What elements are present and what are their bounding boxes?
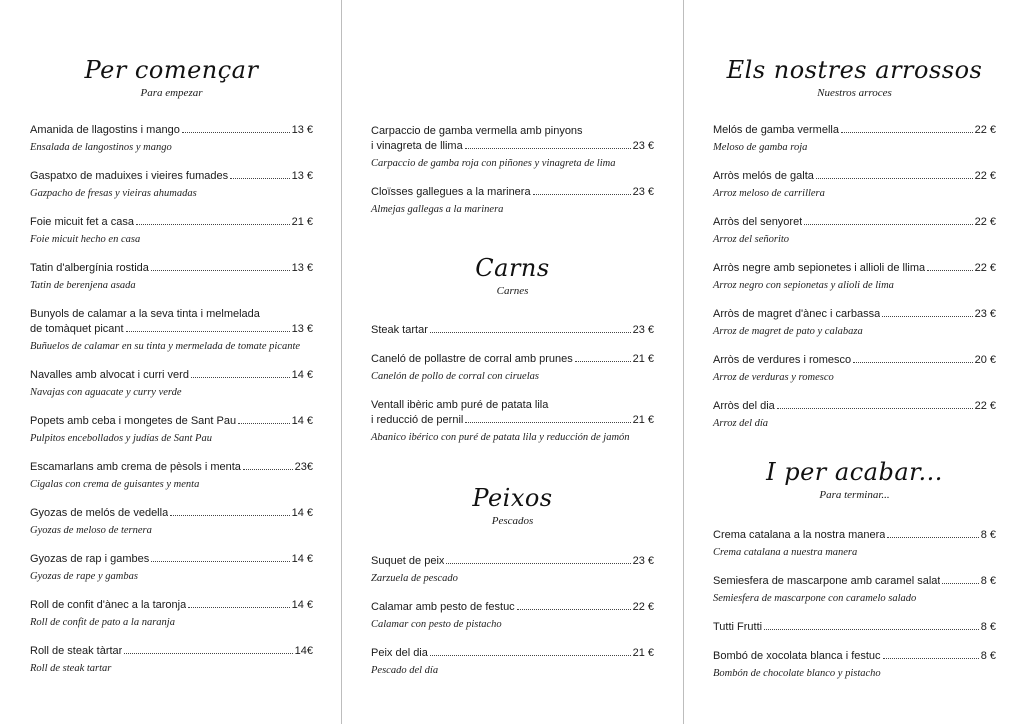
menu-item (713, 399, 996, 431)
dish-line (713, 399, 996, 414)
menu-item (371, 600, 654, 632)
dish-line (30, 215, 313, 230)
menu-item (713, 528, 996, 560)
dish-translation: Arroz meloso de carrillera (713, 188, 825, 199)
dish-price: 23 € (632, 140, 654, 152)
dish-name: Caneló de pollastre de corral amb prunes (371, 353, 573, 365)
section-subtitle: Nuestros arroces (817, 87, 892, 99)
dish-line (371, 646, 654, 661)
dish-line (713, 574, 996, 589)
dish-line (30, 460, 313, 475)
menu-item (30, 506, 313, 538)
dish-line (371, 554, 654, 569)
dish-translation: Meloso de gamba roja (713, 142, 808, 153)
section-subtitle: Pescados (491, 515, 534, 527)
dish-price: 8 € (980, 621, 996, 633)
dish-line (30, 261, 313, 276)
dish-translation: Buñuelos de calamar en su tinta y mermelada de tomate picante (30, 341, 301, 352)
dish-name: Roll de confit d'ànec a la taronja (30, 599, 187, 611)
dish-translation: Semiesfera de mascarpone con caramelo salado (713, 593, 917, 604)
section-header-per-comencar (30, 56, 313, 100)
dish-translation: Canelón de pollo de corral con ciruelas (371, 371, 539, 382)
dot-leader (853, 362, 972, 363)
dot-leader (575, 361, 631, 362)
dish-translation: Roll de confit de pato a la naranja (30, 617, 175, 628)
dish-line (713, 123, 996, 138)
dot-leader (170, 515, 289, 516)
dish-translation: Arroz negro con sepionetas y alioli de lima (713, 280, 894, 291)
dish-translation: Arroz de verduras y romesco (713, 372, 834, 383)
dish-line (713, 261, 996, 276)
menu-item (30, 215, 313, 247)
dish-translation: Gyozas de meloso de ternera (30, 525, 152, 536)
dot-leader (517, 609, 631, 610)
dish-translation: Pulpitos encebollados y judías de Sant Pau (30, 433, 212, 444)
dish-translation: Navajas con aguacate y curry verde (30, 387, 182, 398)
dot-leader (927, 270, 972, 271)
dish-price: 14 € (291, 369, 313, 381)
section-subtitle: Carnes (496, 285, 529, 297)
dish-name: Amanida de llagostins i mango (30, 124, 180, 136)
dish-price: 14 € (291, 553, 313, 565)
dish-price: 23 € (974, 308, 996, 320)
dish-translation: Ensalada de langostinos y mango (30, 142, 172, 153)
menu-list (371, 124, 654, 231)
menu-item (30, 307, 313, 354)
dot-leader (942, 583, 978, 584)
menu-item (713, 123, 996, 155)
menu-item (30, 644, 313, 676)
dish-price: 8 € (980, 529, 996, 541)
dish-translation: Arroz del señorito (713, 234, 790, 245)
dish-price: 8 € (980, 650, 996, 662)
dot-leader (151, 270, 290, 271)
dish-line (371, 600, 654, 615)
menu-item (30, 414, 313, 446)
section-title: Carns (475, 254, 550, 282)
dish-line (713, 649, 996, 664)
dish-name: Arròs del dia (713, 400, 775, 412)
section-title: I per acabar... (766, 458, 943, 486)
section-title: Els nostres arrossos (726, 56, 983, 84)
dish-price: 23 € (632, 324, 654, 336)
dish-translation: Zarzuela de pescado (371, 573, 458, 584)
dish-name: Arròs de magret d'ànec i carbassa (713, 308, 881, 320)
dish-name: Semiesfera de mascarpone amb caramel salat (713, 575, 941, 587)
dish-name: Arròs melós de galta (713, 170, 814, 182)
dish-translation: Bombón de chocolate blanco y pistacho (713, 668, 881, 679)
dot-leader (238, 423, 290, 424)
dish-name: Arròs de verdures i romesco (713, 354, 852, 366)
dish-name: Gyozas de rap i gambes (30, 553, 150, 565)
menu-item (713, 261, 996, 293)
dish-price: 22 € (974, 216, 996, 228)
dot-leader (883, 658, 979, 659)
menu-item (713, 649, 996, 681)
dish-name: Foie micuit fet a casa (30, 216, 134, 228)
dot-leader (430, 655, 631, 656)
dish-price: 13 € (291, 170, 313, 182)
menu-item (371, 554, 654, 586)
dish-name: Tutti Frutti (713, 621, 763, 633)
dot-leader (243, 469, 293, 470)
dish-line (30, 169, 313, 184)
dish-translation: Cigalas con crema de guisantes y menta (30, 479, 200, 490)
dot-leader (533, 194, 631, 195)
dish-translation: Arroz de magret de pato y calabaza (713, 326, 863, 337)
dish-price: 13 € (291, 262, 313, 274)
menu-item (713, 620, 996, 635)
dot-leader (182, 132, 290, 133)
dish-price: 22 € (974, 400, 996, 412)
menu-list (371, 554, 654, 692)
menu-list (713, 123, 996, 445)
section-header-peixos (371, 484, 654, 528)
menu-item (371, 185, 654, 217)
dish-line (30, 506, 313, 521)
dish-line (371, 185, 654, 200)
dot-leader (777, 408, 973, 409)
dish-name-line: Bunyols de calamar a la seva tinta i melmelada (30, 308, 260, 320)
menu-item (30, 552, 313, 584)
dish-line (713, 215, 996, 230)
dish-line (30, 123, 313, 138)
dot-leader (430, 332, 631, 333)
dish-line (30, 598, 313, 613)
column-divider (683, 0, 684, 724)
section-header-arrossos (713, 56, 996, 100)
dish-price: 23 € (632, 555, 654, 567)
dish-name: Melós de gamba vermella (713, 124, 839, 136)
dish-translation: Foie micuit hecho en casa (30, 234, 141, 245)
dish-line (30, 414, 313, 429)
dish-name: Bombó de xocolata blanca i festuc (713, 650, 881, 662)
dish-line (713, 620, 996, 635)
dish-price: 23€ (294, 461, 313, 473)
dish-translation: Calamar con pesto de pistacho (371, 619, 502, 630)
dot-leader (816, 178, 973, 179)
dot-leader (465, 148, 631, 149)
dish-translation: Abanico ibérico con puré de patata lila y reducción de jamón (371, 432, 630, 443)
menu-list (713, 528, 996, 695)
dish-name: Steak tartar (371, 324, 428, 336)
dish-line (713, 169, 996, 184)
dish-name: Arròs del senyoret (713, 216, 803, 228)
dish-translation: Tatin de berenjena asada (30, 280, 136, 291)
dish-translation: Almejas gallegas a la marinera (371, 204, 504, 215)
dish-price: 23 € (632, 186, 654, 198)
dish-line (371, 139, 654, 154)
dish-line (713, 353, 996, 368)
dish-price: 20 € (974, 354, 996, 366)
menu-item (30, 368, 313, 400)
column-divider (341, 0, 342, 724)
dot-leader (230, 178, 289, 179)
dish-name: Escamarlans amb crema de pèsols i menta (30, 461, 241, 473)
dish-name: Arròs negre amb sepionetes i allioli de llima (713, 262, 926, 274)
dish-translation: Roll de steak tartar (30, 663, 112, 674)
dish-price: 13 € (291, 323, 313, 335)
dish-name: Roll de steak tàrtar (30, 645, 123, 657)
menu-item (30, 460, 313, 492)
menu-item (30, 598, 313, 630)
menu-item (713, 307, 996, 339)
dot-leader (882, 316, 972, 317)
dish-line (713, 307, 996, 322)
menu-item (371, 323, 654, 338)
dot-leader (887, 537, 978, 538)
menu-item (30, 169, 313, 201)
section-title: Per començar (84, 56, 259, 84)
dot-leader (764, 629, 979, 630)
dish-name: Peix del dia (371, 647, 428, 659)
dish-name: Gyozas de melós de vedella (30, 507, 169, 519)
menu-item (713, 353, 996, 385)
dish-name-line: Ventall ibèric amb puré de patata lila (371, 399, 549, 411)
dish-price: 14 € (291, 599, 313, 611)
dish-price: 14€ (294, 645, 313, 657)
dish-name: Tatin d'albergínia rostida (30, 262, 149, 274)
menu-list (371, 323, 654, 459)
menu-item (371, 124, 654, 171)
dish-name: i vinagreta de llima (371, 140, 463, 152)
menu-item (30, 123, 313, 155)
dish-name: i reducció de pernil (371, 414, 464, 426)
dish-price: 14 € (291, 507, 313, 519)
dish-price: 22 € (974, 170, 996, 182)
dish-name: Suquet de peix (371, 555, 445, 567)
dish-line (30, 368, 313, 383)
dish-price: 21 € (632, 647, 654, 659)
dish-line (30, 552, 313, 567)
menu-list (30, 123, 313, 690)
dish-translation: Crema catalana a nuestra manera (713, 547, 858, 558)
dish-line (371, 352, 654, 367)
section-header-per-acabar (713, 458, 996, 502)
dish-name: Popets amb ceba i mongetes de Sant Pau (30, 415, 237, 427)
section-header-carns (371, 254, 654, 298)
dot-leader (465, 422, 630, 423)
dish-name: Gaspatxo de maduixes i vieires fumades (30, 170, 229, 182)
dish-price: 14 € (291, 415, 313, 427)
menu-item (713, 574, 996, 606)
dish-price: 13 € (291, 124, 313, 136)
dish-name: Cloïsses gallegues a la marinera (371, 186, 531, 198)
section-subtitle: Para terminar... (819, 489, 890, 501)
dish-price: 22 € (974, 124, 996, 136)
dish-price: 21 € (632, 353, 654, 365)
dish-price: 22 € (974, 262, 996, 274)
dish-line (713, 528, 996, 543)
dish-translation: Pescado del día (371, 665, 439, 676)
dot-leader (126, 331, 290, 332)
dish-line (30, 322, 313, 337)
menu-item (371, 352, 654, 384)
dot-leader (136, 224, 290, 225)
dot-leader (841, 132, 973, 133)
dish-name: Calamar amb pesto de festuc (371, 601, 515, 613)
menu-item (713, 215, 996, 247)
dish-price: 22 € (632, 601, 654, 613)
dish-name-line: Carpaccio de gamba vermella amb pinyons (371, 125, 583, 137)
dish-price: 21 € (632, 414, 654, 426)
dot-leader (804, 224, 972, 225)
dish-name: de tomàquet picant (30, 323, 124, 335)
section-title: Peixos (472, 484, 553, 512)
dish-line (371, 413, 654, 428)
menu-item (371, 646, 654, 678)
dish-translation: Arroz del día (713, 418, 769, 429)
dot-leader (124, 653, 292, 654)
dish-name: Crema catalana a la nostra manera (713, 529, 886, 541)
menu-item (371, 398, 654, 445)
dot-leader (188, 607, 289, 608)
dish-name: Navalles amb alvocat i curri verd (30, 369, 189, 381)
dish-translation: Gyozas de rape y gambas (30, 571, 138, 582)
menu-item (713, 169, 996, 201)
dot-leader (151, 561, 289, 562)
dish-line (30, 644, 313, 659)
dish-translation: Gazpacho de fresas y vieiras ahumadas (30, 188, 197, 199)
dot-leader (446, 563, 630, 564)
section-subtitle: Para empezar (140, 87, 203, 99)
dish-translation: Carpaccio de gamba roja con piñones y vinagreta de lima (371, 158, 616, 169)
dot-leader (191, 377, 290, 378)
dish-price: 21 € (291, 216, 313, 228)
dish-price: 8 € (980, 575, 996, 587)
dish-line (371, 323, 654, 338)
menu-item (30, 261, 313, 293)
